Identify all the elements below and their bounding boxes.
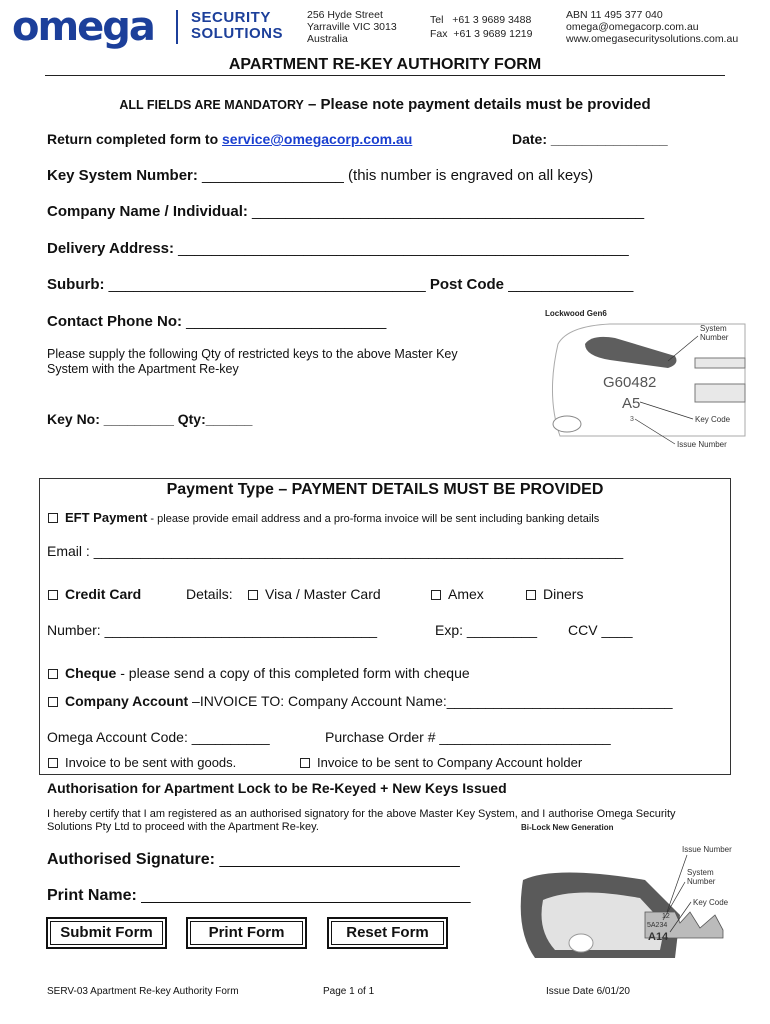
footer-page-number: Page 1 of 1: [323, 986, 375, 997]
print-name-blank[interactable]: _____________________________________: [141, 887, 471, 904]
visa-checkbox[interactable]: [248, 590, 258, 600]
bilock-num-top: 12: [662, 913, 670, 920]
lockwood-key-diagram: [540, 306, 750, 456]
card-number-blank[interactable]: ___________________________________: [104, 622, 378, 638]
certify-line-2: Solutions Pty Ltd to proceed with the Apartment Re-key.: [47, 821, 319, 833]
invoice-holder-checkbox[interactable]: [300, 758, 310, 768]
delivery-label: Delivery Address:: [47, 240, 179, 257]
suburb-postcode-field[interactable]: [47, 276, 633, 293]
supply-line-1: Please supply the following Qty of restricted keys to the above Master Key: [47, 347, 458, 361]
amex-option[interactable]: [431, 586, 484, 602]
footer-doc-code: SERV-03 Apartment Re-key Authority Form: [47, 986, 239, 997]
tel-value: +61 3 9689 3488: [452, 14, 532, 26]
cheque-label: Cheque: [65, 665, 117, 681]
bilock-key-diagram: [515, 820, 745, 965]
company-email[interactable]: omega@omegacorp.com.au: [566, 21, 699, 33]
email-blank[interactable]: ____________________________________________________________________: [93, 543, 624, 559]
mandatory-note: – Please note payment details must be provided: [303, 96, 651, 113]
company-address: [307, 9, 397, 45]
lockwood-system-label-1: System: [700, 324, 727, 333]
submit-form-button[interactable]: Submit Form: [46, 917, 167, 949]
visa-label: Visa / Master Card: [265, 586, 381, 602]
email-label: Email :: [47, 543, 94, 559]
payment-heading: Payment Type – PAYMENT DETAILS MUST BE PROVIDED: [166, 481, 604, 498]
return-instruction: [47, 131, 412, 147]
reset-form-button[interactable]: Reset Form: [327, 917, 448, 949]
bilock-caption: Bi-Lock New Generation: [521, 823, 614, 832]
address-line-2: Yarraville VIC 3013: [307, 21, 397, 33]
return-email-link[interactable]: service@omegacorp.com.au: [222, 131, 413, 147]
fax-label: Fax: [430, 28, 448, 40]
contact-blank[interactable]: ________________________: [186, 313, 387, 330]
invoice-to-holder-option[interactable]: [300, 755, 582, 770]
diners-option[interactable]: [526, 586, 583, 602]
diners-label: Diners: [543, 586, 584, 602]
cheque-note: - please send a copy of this completed form with cheque: [116, 665, 470, 681]
credit-card-checkbox[interactable]: [48, 590, 58, 600]
eft-option[interactable]: [48, 510, 599, 525]
address-line-1: 256 Hyde Street: [307, 9, 383, 21]
eft-note: - please provide email address and a pro-forma invoice will be sent including banking details: [147, 513, 600, 525]
mandatory-notice: [0, 96, 770, 113]
visa-mastercard-option[interactable]: [248, 586, 381, 602]
signature-field[interactable]: [47, 851, 460, 869]
form-title: APARTMENT RE-KEY AUTHORITY FORM: [228, 56, 542, 73]
lockwood-issue-digit: 3: [630, 416, 634, 423]
company-website[interactable]: www.omegasecuritysolutions.com.au: [566, 33, 739, 45]
card-number-label: Number:: [47, 622, 105, 638]
contact-label: Contact Phone No:: [47, 313, 187, 330]
lockwood-issue-number-label: Issue Number: [677, 440, 727, 449]
lockwood-caption: Lockwood Gen6: [545, 309, 607, 318]
card-details-label: Details:: [186, 586, 233, 602]
lockwood-system-label-2: Number: [700, 333, 729, 342]
key-hole: [553, 416, 581, 432]
signature-blank[interactable]: ___________________________: [219, 851, 460, 868]
credit-card-label: Credit Card: [65, 586, 142, 602]
card-ccv-field[interactable]: CCV ____: [568, 622, 633, 638]
key-blade-lower: [695, 384, 745, 402]
suburb-label: Suburb:: [47, 276, 109, 293]
key-system-note: (this number is engraved on all keys): [348, 167, 594, 184]
print-form-button[interactable]: Print Form: [186, 917, 307, 949]
authorisation-heading: Authorisation for Apartment Lock to be Re-Keyed + New Keys Issued: [47, 780, 507, 796]
omega-logo-wordmark: omega: [12, 4, 154, 50]
invoice-goods-checkbox[interactable]: [48, 758, 58, 768]
company-label: Company Name / Individual:: [47, 203, 253, 220]
company-account-option[interactable]: [48, 693, 673, 709]
key-system-blank[interactable]: _________________: [197, 167, 349, 184]
title-divider: [45, 75, 725, 76]
bilock-key-hole: [569, 934, 593, 952]
key-no-qty-field[interactable]: Key No: _________ Qty:______: [47, 411, 253, 427]
company-account-note[interactable]: –INVOICE TO: Company Account Name:_____________________________: [188, 693, 673, 709]
key-system-label: Key System Number:: [47, 167, 198, 184]
diners-checkbox[interactable]: [526, 590, 536, 600]
mandatory-text: ALL FIELDS ARE MANDATORY: [119, 98, 304, 112]
print-name-label: Print Name:: [47, 887, 142, 904]
bilock-code-main: A14: [648, 931, 669, 943]
eft-label: EFT Payment: [65, 510, 148, 525]
return-label: Return completed form to: [47, 131, 223, 147]
invoice-with-goods-option[interactable]: [48, 755, 236, 770]
cheque-option[interactable]: [48, 665, 470, 681]
postcode-blank[interactable]: _______________: [508, 276, 634, 293]
delivery-blank[interactable]: ______________________________________________________: [178, 240, 629, 257]
logo-line-2: SOLUTIONS: [191, 25, 284, 42]
card-expiry-field[interactable]: Exp: _________: [435, 622, 537, 638]
bilock-issue-number-label: Issue Number: [682, 845, 732, 854]
invoice-holder-label: Invoice to be sent to Company Account holder: [317, 755, 583, 770]
card-number-field[interactable]: [47, 622, 377, 638]
suburb-blank[interactable]: ______________________________________: [108, 276, 426, 293]
fax-value: +61 3 9689 1219: [453, 28, 533, 40]
company-name-field[interactable]: [47, 203, 644, 220]
amex-checkbox[interactable]: [431, 590, 441, 600]
print-name-field[interactable]: [47, 887, 471, 905]
supply-line-2: System with the Apartment Re-key: [47, 362, 239, 376]
company-account-checkbox[interactable]: [48, 697, 58, 707]
key-system-field[interactable]: [47, 167, 593, 184]
bilock-key-code-label: Key Code: [693, 898, 729, 907]
invoice-goods-label: Invoice to be sent with goods.: [65, 755, 237, 770]
company-blank[interactable]: _______________________________________________: [252, 203, 645, 220]
lockwood-code-sub: A5: [622, 395, 641, 412]
company-account-label: Company Account: [65, 693, 189, 709]
eft-checkbox[interactable]: [48, 513, 58, 523]
footer-issue-date: Issue Date 6/01/20: [546, 986, 630, 997]
supply-instructions: [47, 347, 458, 377]
company-phone-fax: [430, 13, 532, 41]
cheque-checkbox[interactable]: [48, 669, 58, 679]
date-field[interactable]: Date: _______________: [512, 131, 668, 147]
logo-divider: [176, 10, 178, 44]
security-solutions-logo: [191, 10, 283, 42]
certify-line-1: I hereby certify that I am registered as an authorised signatory for the above Master Key System, and I authorise Omega Security: [47, 808, 676, 820]
bilock-system-label-1: System: [687, 868, 714, 877]
lockwood-key-code-label: Key Code: [695, 415, 731, 424]
amex-label: Amex: [448, 586, 484, 602]
bilock-num-mid: 5A234: [647, 922, 668, 929]
lockwood-code-main: G60482: [603, 374, 657, 391]
logo-line-1: SECURITY: [191, 9, 271, 26]
email-field[interactable]: [47, 543, 623, 559]
key-blade-upper: [695, 358, 745, 368]
bilock-system-label-2: Number: [687, 877, 716, 886]
signature-label: Authorised Signature:: [47, 851, 220, 868]
postcode-label: Post Code: [425, 276, 509, 293]
abn-number: ABN 11 495 377 040: [566, 9, 663, 21]
account-code-field[interactable]: Omega Account Code: __________: [47, 729, 270, 745]
company-contact-details: [566, 9, 738, 45]
tel-label: Tel: [430, 14, 444, 26]
delivery-address-field[interactable]: [47, 240, 629, 257]
purchase-order-field[interactable]: Purchase Order # ______________________: [325, 729, 611, 745]
credit-card-option[interactable]: [48, 586, 141, 602]
contact-phone-field[interactable]: [47, 313, 386, 330]
address-line-3: Australia: [307, 33, 348, 45]
